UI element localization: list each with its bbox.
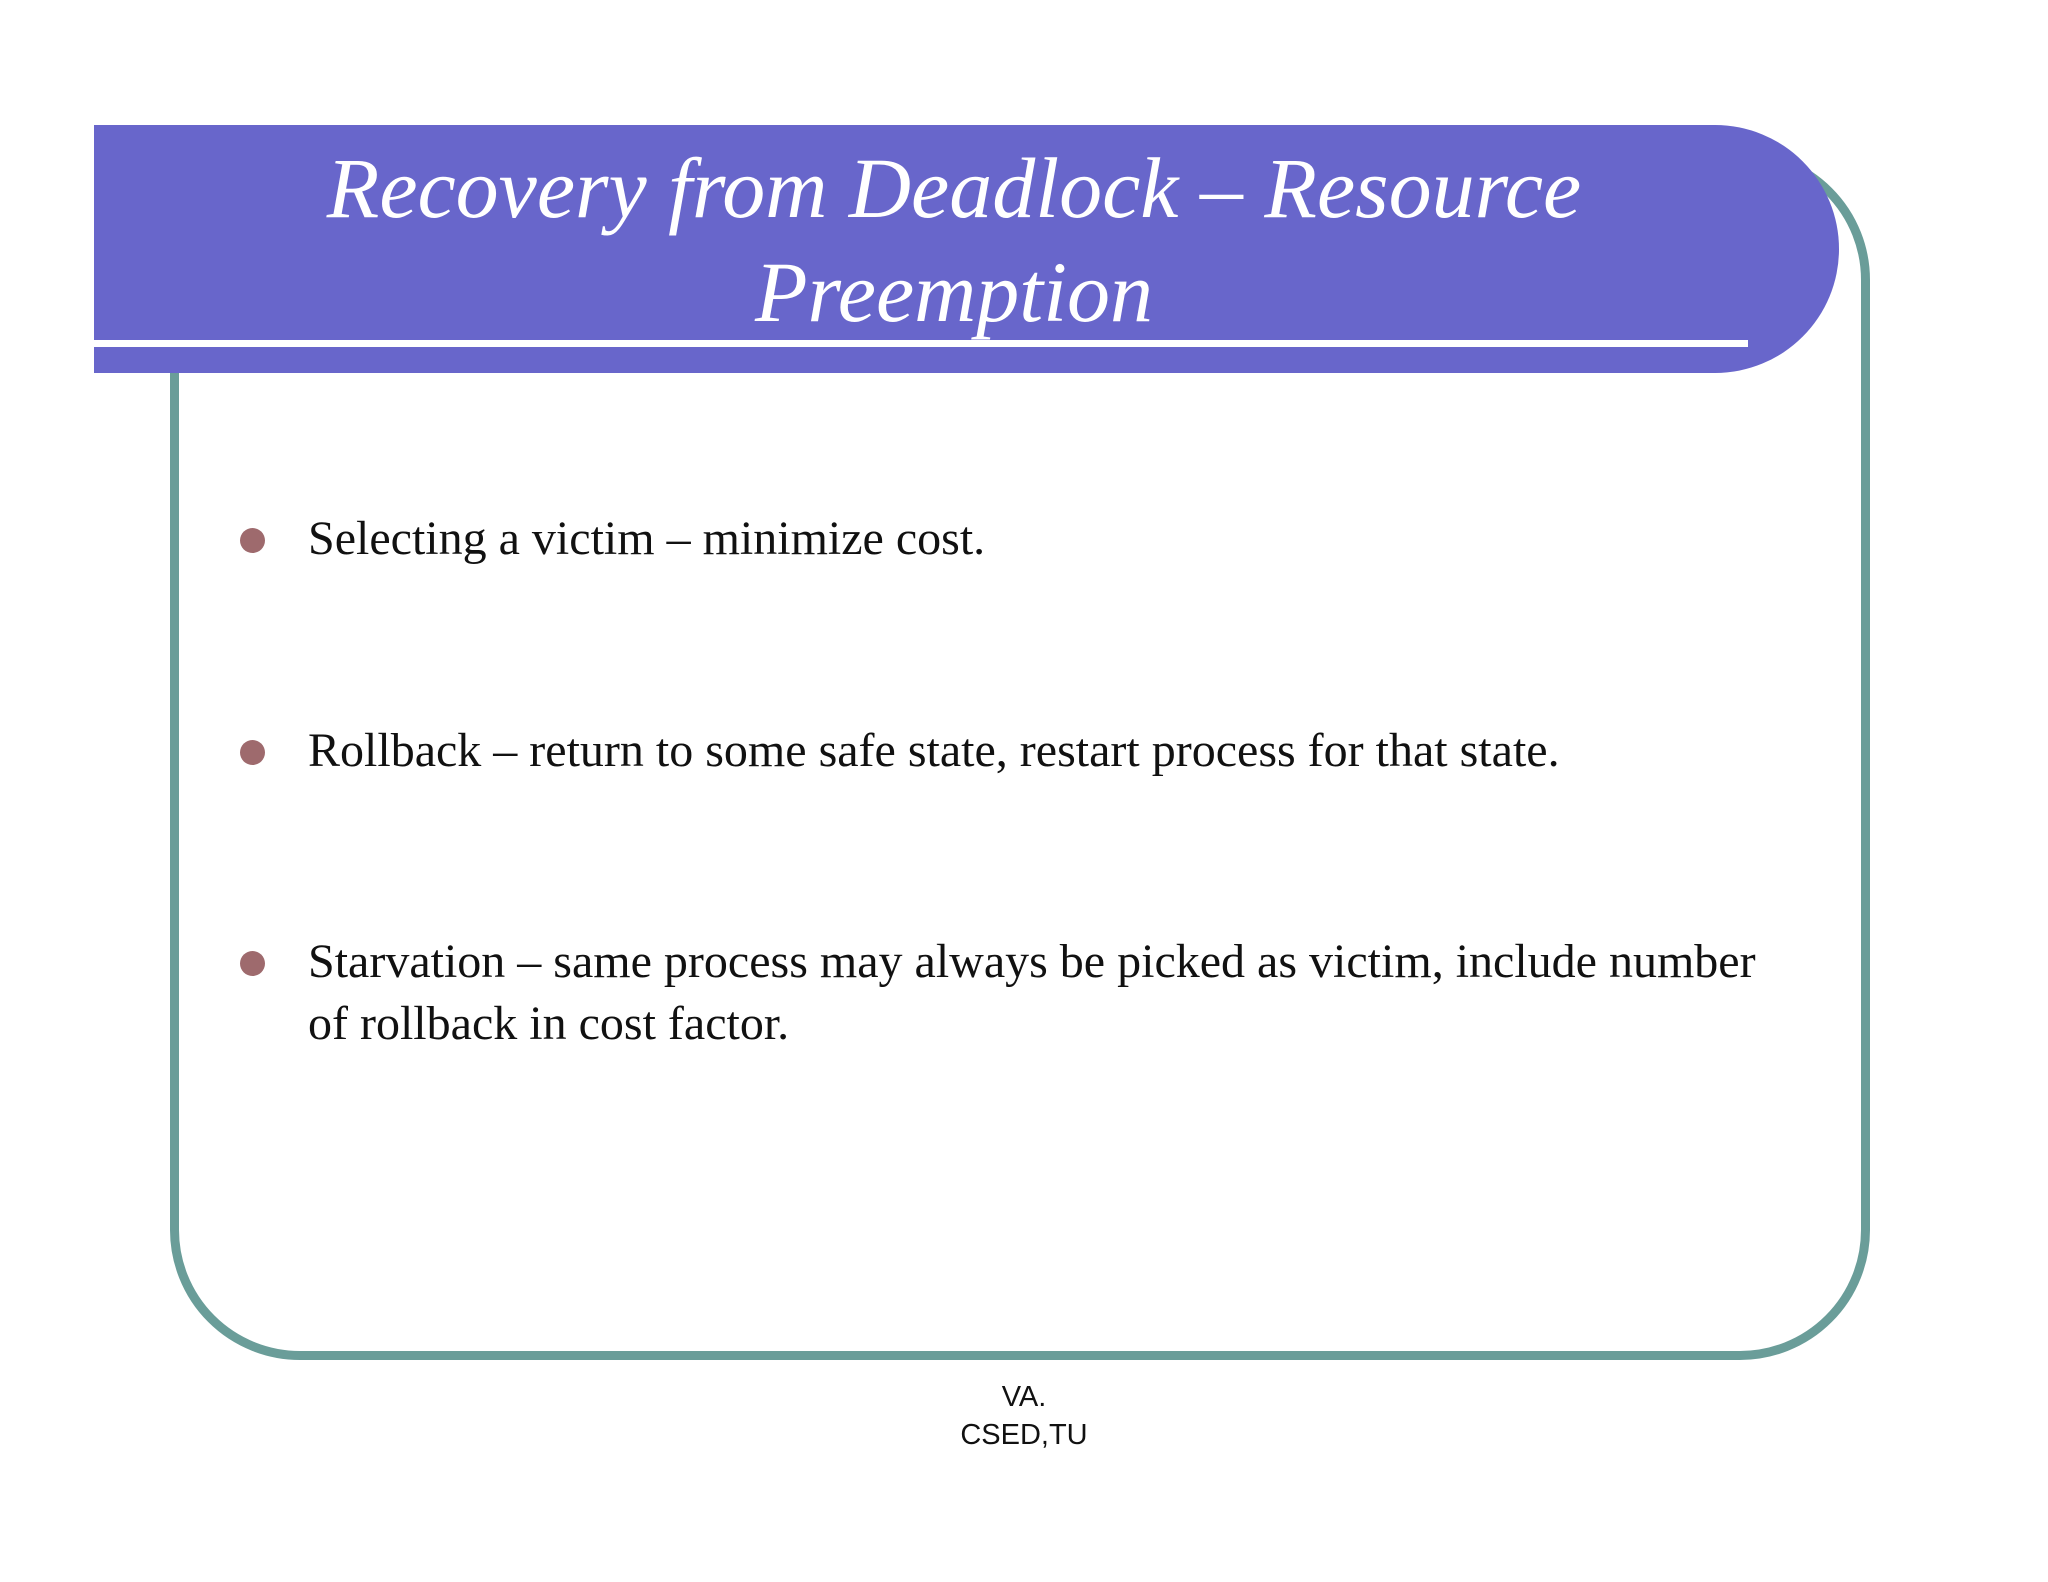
bullet-text: Starvation – same process may always be picked as victim, include number of rollback in cost factor.: [308, 935, 1756, 1050]
slide-footer: [874, 1378, 1174, 1454]
bullet-item-selecting-victim: [240, 508, 1760, 570]
bullet-item-rollback: [240, 720, 1760, 782]
footer-department: CSED,TU: [960, 1419, 1088, 1451]
footer-author: VA.: [1001, 1381, 1047, 1413]
slide-title-line-2: Preemption: [754, 244, 1154, 340]
bullet-item-starvation: [240, 931, 1760, 1055]
bullet-dot-icon: [240, 528, 265, 553]
bullet-text: Rollback – return to some safe state, restart process for that state.: [308, 724, 1560, 777]
slide-title-line-1: Recovery from Deadlock – Resource: [326, 140, 1582, 236]
bullet-dot-icon: [240, 951, 265, 976]
bullet-dot-icon: [240, 740, 265, 765]
bullet-text: Selecting a victim – minimize cost.: [308, 512, 986, 565]
slide-title: [94, 136, 1814, 344]
